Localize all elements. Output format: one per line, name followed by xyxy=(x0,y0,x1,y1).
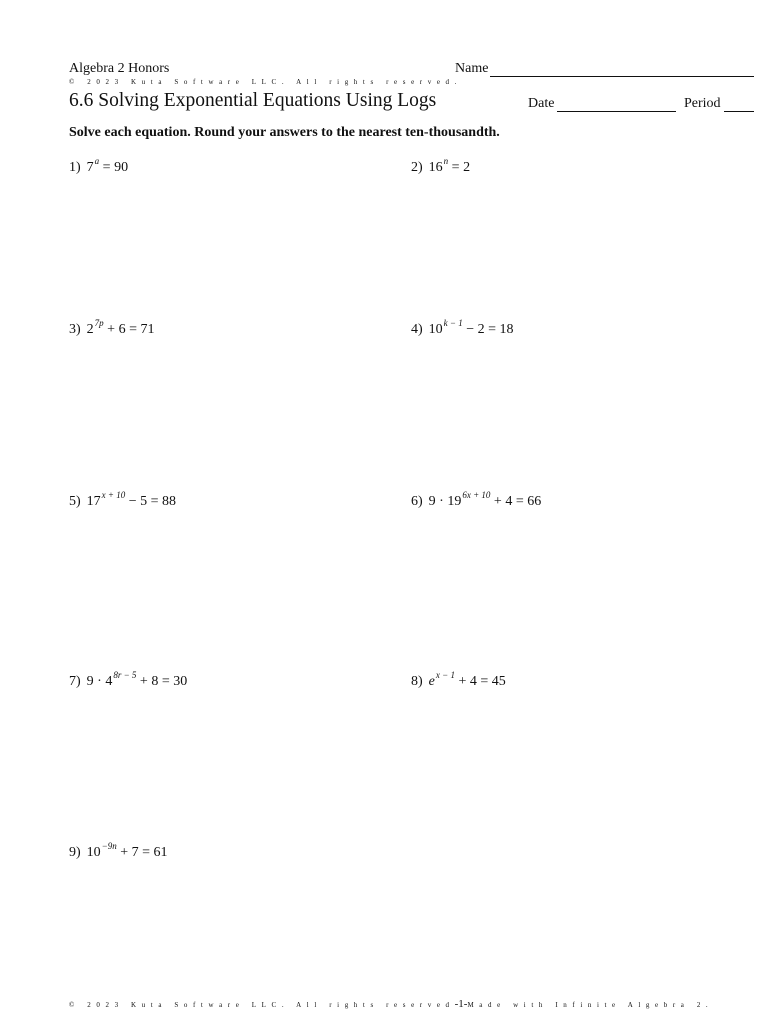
problem-exponent: x + 10 xyxy=(101,490,126,500)
problem-base: 2 xyxy=(86,322,94,337)
problem-3 xyxy=(69,318,155,338)
problem-rest: − 5 = 88 xyxy=(125,494,177,509)
footer-copyright: © 2023 Kuta Software LLC. All rights reserved xyxy=(69,1001,455,1009)
problem-exponent: x − 1 xyxy=(435,670,455,680)
problem-7 xyxy=(69,670,188,690)
problem-base: 10 xyxy=(428,322,443,337)
instructions: Solve each equation. Round your answers to the nearest ten-thousandth. xyxy=(69,125,500,140)
problem-rest: + 7 = 61 xyxy=(116,845,168,860)
problem-number: 4) xyxy=(411,322,423,337)
course-name: Algebra 2 Honors xyxy=(69,61,170,76)
problem-number: 2) xyxy=(411,160,423,175)
problem-2 xyxy=(411,156,471,176)
problem-number: 3) xyxy=(69,322,81,337)
problem-number: 1) xyxy=(69,160,81,175)
problem-base: 10 xyxy=(86,845,101,860)
problem-exponent: n xyxy=(443,156,449,166)
problem-base: 9 · 19 xyxy=(428,494,462,509)
date-field-line xyxy=(557,111,676,112)
worksheet-title: 6.6 Solving Exponential Equations Using Logs xyxy=(69,90,437,111)
problem-rest: + 4 = 66 xyxy=(490,494,542,509)
problem-exponent: 8r − 5 xyxy=(113,670,137,680)
period-field-line xyxy=(724,111,754,112)
problem-number: 6) xyxy=(411,494,423,509)
problem-exponent: 6x + 10 xyxy=(462,490,491,500)
problem-base: 7 xyxy=(86,160,94,175)
problem-6 xyxy=(411,490,542,510)
date-label: Date xyxy=(528,96,555,111)
problem-number: 5) xyxy=(69,494,81,509)
footer-made-with: Made with Infinite Algebra 2. xyxy=(467,1001,714,1009)
problem-rest: − 2 = 18 xyxy=(462,322,514,337)
problem-base: 17 xyxy=(86,494,101,509)
footer xyxy=(69,998,713,1010)
problem-number: 7) xyxy=(69,674,81,689)
problem-rest: = 90 xyxy=(99,160,129,175)
problem-exponent: 7p xyxy=(94,318,104,328)
problem-rest: = 2 xyxy=(448,160,471,175)
header-copyright: © 2023 Kuta Software LLC. All rights reserved. xyxy=(69,78,462,86)
problem-base: e xyxy=(428,674,435,689)
problem-exponent: a xyxy=(94,156,100,166)
problem-base: 16 xyxy=(428,160,443,175)
name-label: Name xyxy=(455,61,489,76)
problem-rest: + 4 = 45 xyxy=(454,674,506,689)
problem-9 xyxy=(69,841,168,861)
problem-exponent: k − 1 xyxy=(443,318,463,328)
problem-5 xyxy=(69,490,177,510)
problem-number: 8) xyxy=(411,674,423,689)
problem-base: 9 · 4 xyxy=(86,674,113,689)
problem-4 xyxy=(411,318,514,338)
problem-rest: + 8 = 30 xyxy=(136,674,188,689)
problem-number: 9) xyxy=(69,845,81,860)
problem-rest: + 6 = 71 xyxy=(103,322,155,337)
period-label: Period xyxy=(684,96,721,111)
problem-1 xyxy=(69,156,129,176)
problem-exponent: −9n xyxy=(101,841,117,851)
name-field-line xyxy=(490,76,754,77)
page-number: -1- xyxy=(454,998,468,1010)
problem-8 xyxy=(411,670,506,690)
